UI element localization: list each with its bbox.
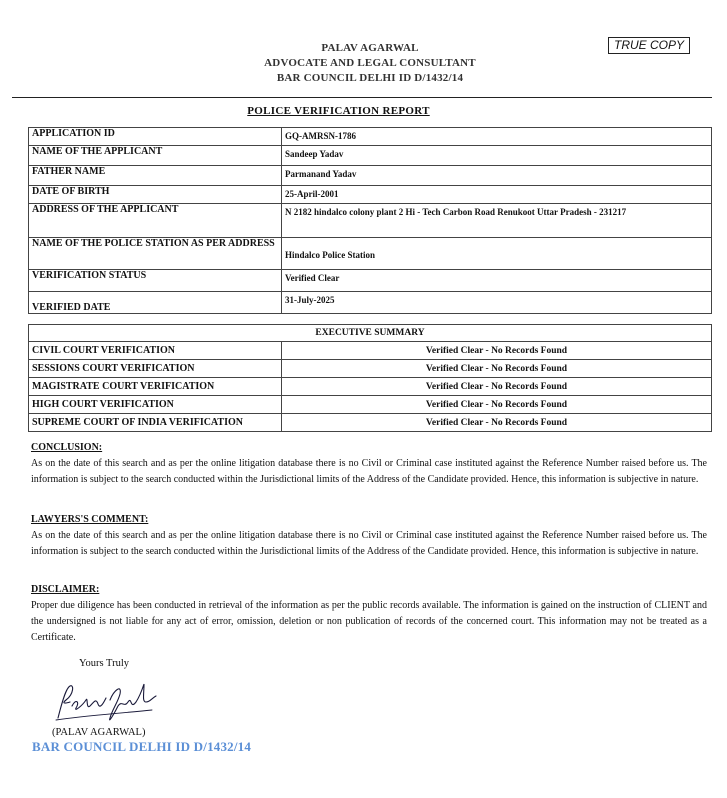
court-result: Verified Clear - No Records Found: [282, 378, 712, 396]
detail-value: GQ-AMRSN-1786: [282, 128, 712, 146]
detail-value: Sandeep Yadav: [282, 146, 712, 166]
detail-label: APPLICATION ID: [29, 128, 282, 146]
detail-label: NAME OF THE POLICE STATION AS PER ADDRESS: [29, 238, 282, 270]
signature: [52, 680, 162, 726]
court-result: Verified Clear - No Records Found: [282, 414, 712, 432]
detail-value: Verified Clear: [282, 270, 712, 292]
true-copy-stamp: TRUE COPY: [608, 37, 690, 54]
conclusion-text: As on the date of this search and as per the online litigation database there is no Civil or Criminal case instituted against the Reference Number raised before us. The information is subject to the search conducted within the Jurisdictional limits of the Address of the Candidate provided. Hence, this information is subjective in nature.: [31, 458, 707, 485]
table-row: [29, 396, 712, 414]
advocate-name: PALAV AGARWAL: [321, 42, 419, 54]
disclaimer-section: [31, 582, 707, 646]
applicant-details-table: [28, 127, 712, 314]
detail-label: NAME OF THE APPLICANT: [29, 146, 282, 166]
closing-text: Yours Truly: [79, 658, 130, 669]
letterhead: [200, 41, 540, 86]
table-row: [29, 342, 712, 360]
court-result: Verified Clear - No Records Found: [282, 360, 712, 378]
detail-value: Hindalco Police Station: [282, 238, 712, 270]
disclaimer-text: Proper due diligence has been conducted in retrieval of the information as per the public records available. The information is gained on the instruction of CLIENT and the undersigned is not liable for any act of error, omission, deletion or non publication of records of the concerned court. This information may not be treated as a Certificate.: [31, 600, 707, 643]
table-row: [29, 128, 712, 146]
detail-label: VERIFICATION STATUS: [29, 270, 282, 292]
detail-value: 25-April-2001: [282, 186, 712, 204]
table-row: [29, 204, 712, 238]
summary-heading-row: [29, 325, 712, 342]
signatory-bar-id: BAR COUNCIL DELHI ID D/1432/14: [32, 739, 252, 754]
summary-heading: EXECUTIVE SUMMARY: [29, 325, 712, 342]
conclusion-heading: CONCLUSION:: [31, 442, 103, 453]
court-label: CIVIL COURT VERIFICATION: [29, 342, 282, 360]
bar-council-id: BAR COUNCIL DELHI ID D/1432/14: [276, 72, 464, 84]
signatory-name: (PALAV AGARWAL): [52, 727, 146, 738]
executive-summary-table: [28, 324, 712, 432]
header-divider: [12, 97, 712, 98]
detail-label: FATHER NAME: [29, 166, 282, 186]
lawyers-comment-text: As on the date of this search and as per the online litigation database there is no Civil or Criminal case instituted against the Reference Number raised before us. The information is subject to the search conducted within the Jurisdictional limits of the Address of the Candidate provided. Hence, this information is subjective in nature.: [31, 530, 707, 557]
detail-value: N 2182 hindalco colony plant 2 Hi - Tech Carbon Road Renukoot Uttar Pradesh - 231217: [282, 204, 712, 238]
court-result: Verified Clear - No Records Found: [282, 396, 712, 414]
court-label: SUPREME COURT OF INDIA VERIFICATION: [29, 414, 282, 432]
detail-label: ADDRESS OF THE APPLICANT: [29, 204, 282, 238]
table-row: [29, 238, 712, 270]
detail-label: DATE OF BIRTH: [29, 186, 282, 204]
court-result: Verified Clear - No Records Found: [282, 342, 712, 360]
conclusion-section: [31, 440, 707, 488]
table-row: [29, 146, 712, 166]
detail-value: Parmanand Yadav: [282, 166, 712, 186]
table-row: [29, 360, 712, 378]
table-row: [29, 186, 712, 204]
lawyers-comment-heading: LAWYERS'S COMMENT:: [31, 514, 149, 525]
disclaimer-heading: DISCLAIMER:: [31, 584, 100, 595]
report-title: POLICE VERIFICATION REPORT: [247, 105, 430, 117]
table-row: [29, 292, 712, 314]
table-row: [29, 166, 712, 186]
advocate-title: ADVOCATE AND LEGAL CONSULTANT: [264, 57, 476, 69]
lawyers-comment-section: [31, 512, 707, 560]
table-row: [29, 414, 712, 432]
table-row: [29, 270, 712, 292]
court-label: SESSIONS COURT VERIFICATION: [29, 360, 282, 378]
detail-label: VERIFIED DATE: [29, 292, 282, 314]
table-row: [29, 378, 712, 396]
detail-value: 31-July-2025: [282, 292, 712, 314]
court-label: HIGH COURT VERIFICATION: [29, 396, 282, 414]
court-label: MAGISTRATE COURT VERIFICATION: [29, 378, 282, 396]
